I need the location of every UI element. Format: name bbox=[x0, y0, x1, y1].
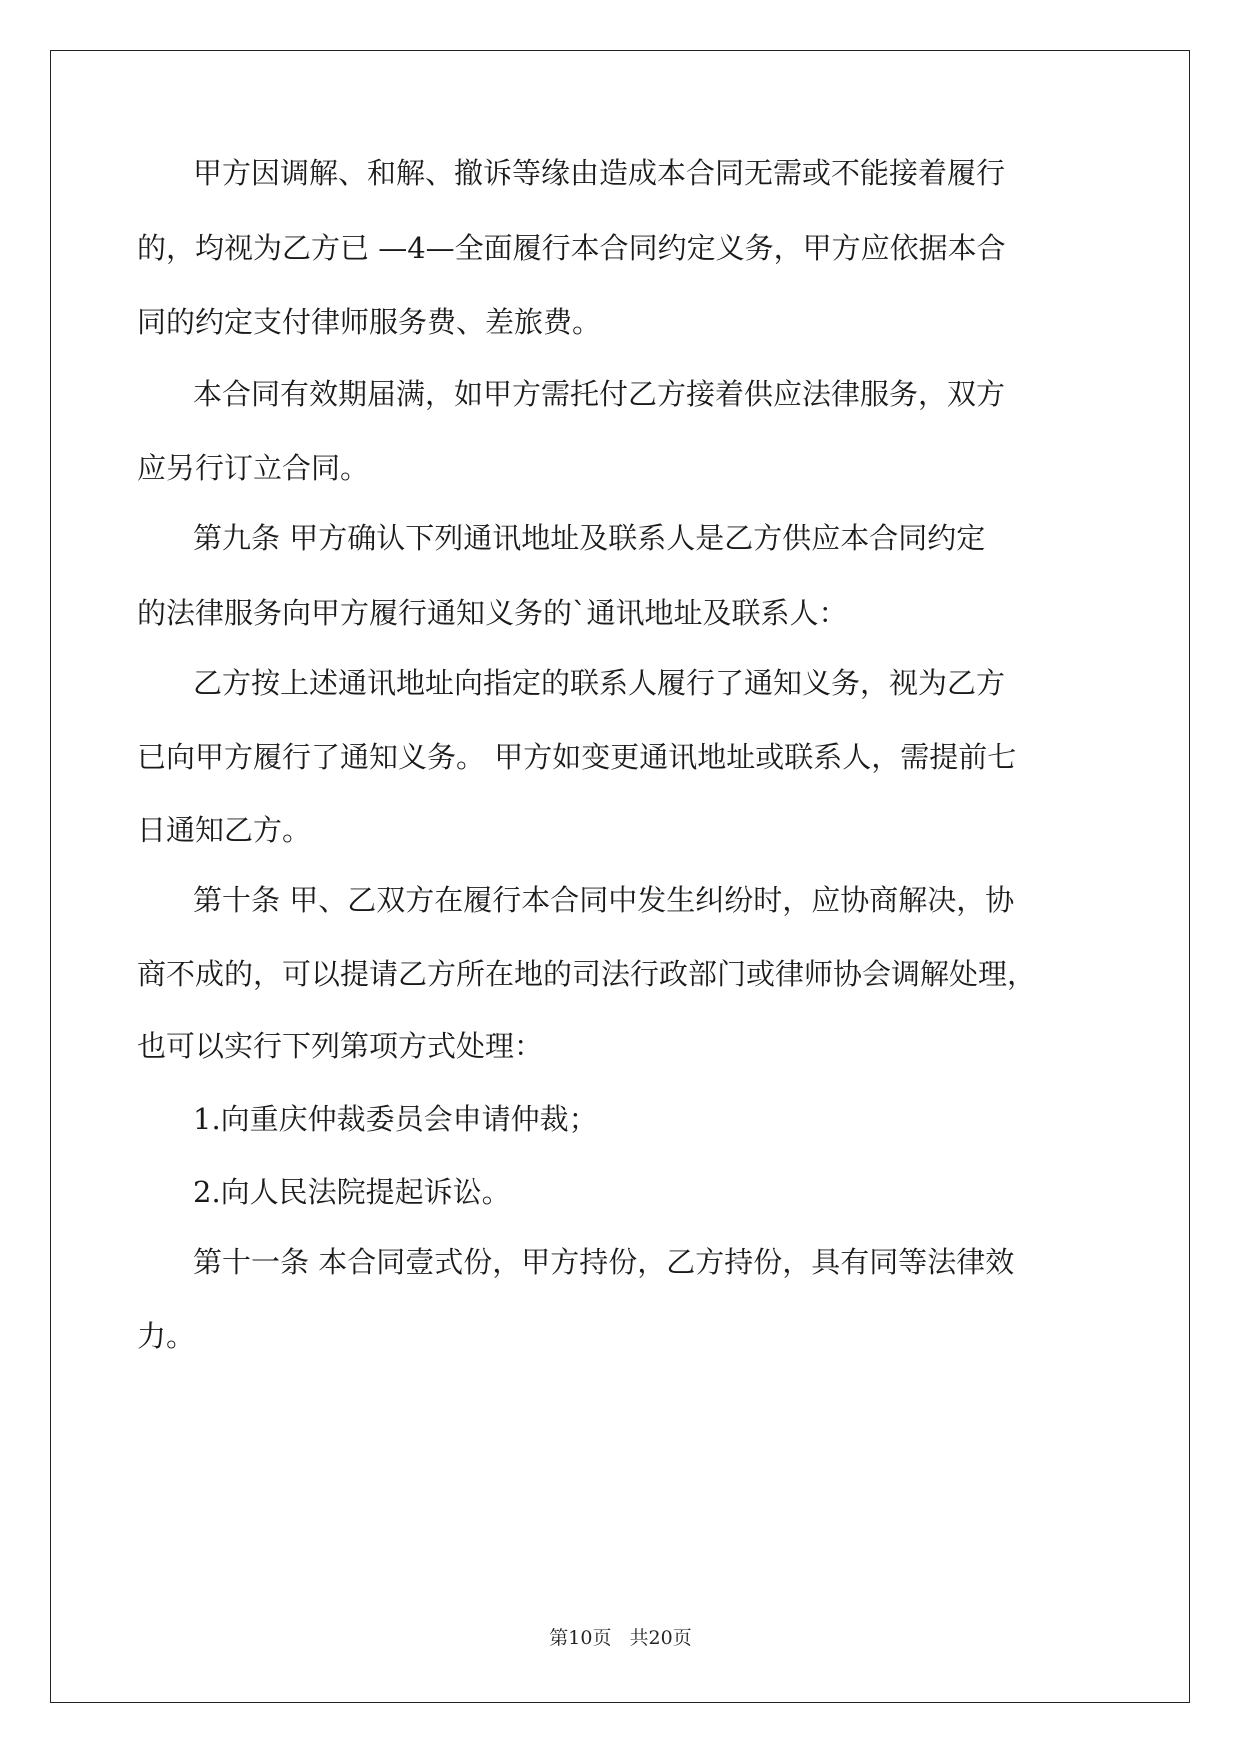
page-footer bbox=[0, 1623, 1241, 1650]
paragraph-1-line-1: 甲方因调解、和解、撤诉等缘由造成本合同无需或不能接着履行 bbox=[193, 156, 1006, 190]
paragraph-5-line-3: 也可以实行下列第项方式处理： bbox=[137, 1029, 544, 1063]
paragraph-5-line-1: 第十条 甲、乙双方在履行本合同中发生纠纷时，应协商解决，协 bbox=[193, 883, 1015, 917]
paragraph-3-line-1: 第九条 甲方确认下列通讯地址及联系人是乙方供应本合同约定 bbox=[193, 521, 986, 555]
paragraph-4-line-1: 乙方按上述通讯地址向指定的联系人履行了通知义务，视为乙方 bbox=[193, 666, 1006, 700]
paragraph-3-line-2: 的法律服务向甲方履行通知义务的`通讯地址及联系人： bbox=[137, 596, 848, 630]
paragraph-8-line-2: 力。 bbox=[137, 1319, 196, 1353]
paragraph-7-line-1: 2.向人民法院提起诉讼。 bbox=[193, 1175, 511, 1209]
page-border bbox=[50, 50, 1190, 1703]
paragraph-5-line-2: 商不成的，可以提请乙方所在地的司法行政部门或律师协会调解处理， bbox=[137, 957, 1037, 991]
paragraph-4-line-2: 已向甲方履行了通知义务。 甲方如变更通讯地址或联系人，需提前七 bbox=[137, 740, 1017, 774]
paragraph-1-line-2: 的，均视为乙方已 —4—全面履行本合同约定义务，甲方应依据本合 bbox=[137, 231, 1006, 265]
page-total: 共20页 bbox=[629, 1627, 692, 1649]
paragraph-1-line-3: 同的约定支付律师服务费、差旅费。 bbox=[137, 305, 602, 339]
paragraph-2-line-2: 应另行订立合同。 bbox=[137, 451, 370, 485]
paragraph-4-line-3: 日通知乙方。 bbox=[137, 813, 312, 847]
paragraph-6-line-1: 1.向重庆仲裁委员会申请仲裁； bbox=[193, 1102, 598, 1136]
paragraph-8-line-1: 第十一条 本合同壹式份，甲方持份，乙方持份，具有同等法律效 bbox=[193, 1245, 1015, 1279]
paragraph-2-line-1: 本合同有效期届满，如甲方需托付乙方接着供应法律服务，双方 bbox=[193, 377, 1006, 411]
page-number: 第10页 bbox=[549, 1627, 612, 1649]
